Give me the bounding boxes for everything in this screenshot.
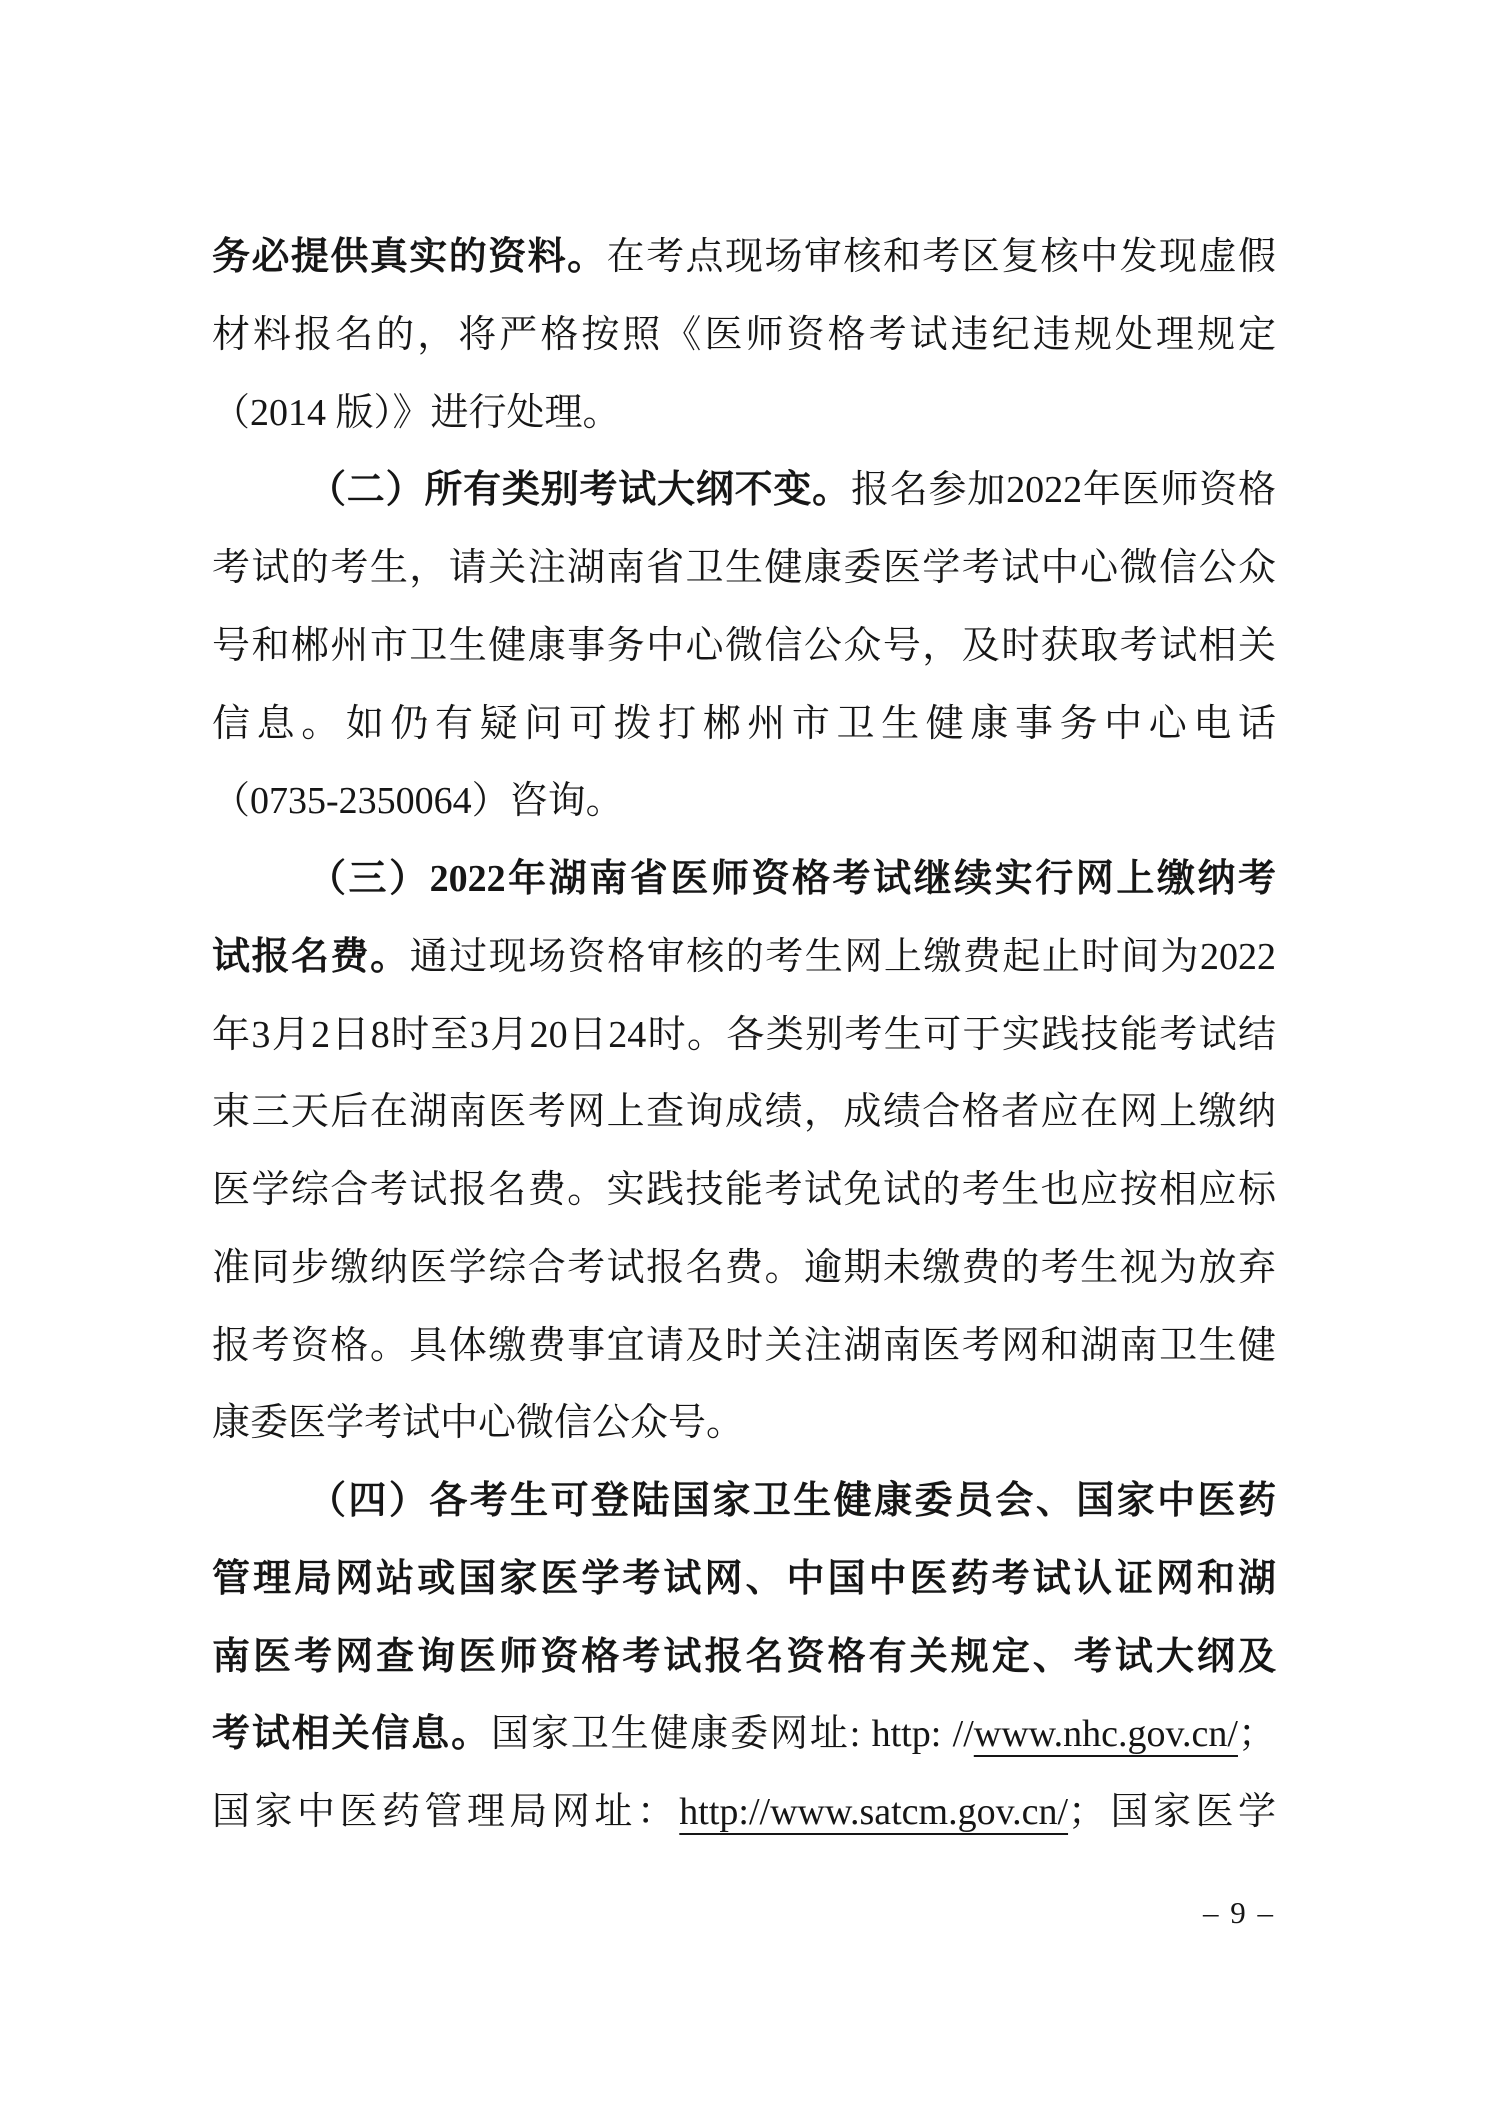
text-line bbox=[212, 1774, 1276, 1852]
text-line bbox=[212, 530, 1276, 608]
text-line bbox=[212, 608, 1276, 686]
text-segment: ； bbox=[1237, 1713, 1276, 1756]
page-number: – 9 – bbox=[1203, 1895, 1275, 1930]
bold-text-segment: （二）所有类别考试大纲不变。 bbox=[308, 469, 851, 512]
text-segment: 报名参加2022年医师资格 bbox=[850, 469, 1276, 512]
text-segment: 医学综合考试报名费。实践技能考试免试的考生也应按相应标 bbox=[212, 1169, 1276, 1211]
text-line bbox=[212, 1385, 1276, 1463]
nhc-link[interactable]: www.nhc.gov.cn/ bbox=[973, 1713, 1238, 1756]
text-segment: 通过现场资格审核的考生网上缴费起止时间为2022 bbox=[409, 935, 1276, 978]
text-segment: 号和郴州市卫生健康事务中心微信公众号，及时获取考试相关 bbox=[212, 624, 1276, 667]
text-segment: 束三天后在湖南医考网上查询成绩，成绩合格者应在网上缴纳 bbox=[212, 1091, 1276, 1134]
satcm-link[interactable]: http://www.satcm.gov.cn/ bbox=[679, 1791, 1069, 1833]
text-line bbox=[212, 763, 1276, 841]
text-line bbox=[212, 1230, 1276, 1308]
paragraph-item-2 bbox=[212, 452, 1276, 841]
text-line bbox=[212, 1074, 1276, 1152]
text-line bbox=[212, 219, 1276, 297]
text-line bbox=[212, 919, 1276, 997]
paragraph-item-4 bbox=[212, 1463, 1276, 1852]
bold-text-segment: 管理局网站或国家医学考试网、中国中医药考试认证网和湖 bbox=[212, 1557, 1276, 1600]
text-segment: 年3月2日8时至3月20日24时。各类别考生可于实践技能考试结 bbox=[212, 1013, 1276, 1056]
document-body bbox=[212, 219, 1276, 1852]
text-segment: 考试的考生，请关注湖南省卫生健康委医学考试中心微信公众 bbox=[212, 547, 1276, 589]
text-segment: （2014 版）》进行处理。 bbox=[212, 391, 621, 434]
text-segment: （0735-2350064）咨询。 bbox=[212, 780, 624, 823]
paragraph-continuation bbox=[212, 219, 1276, 452]
text-line bbox=[212, 1696, 1276, 1774]
text-line bbox=[212, 297, 1276, 375]
text-segment: 康委医学考试中心微信公众号。 bbox=[212, 1402, 745, 1445]
bold-text-segment: 试报名费。 bbox=[212, 935, 410, 978]
bold-text-segment: 考试相关信息。 bbox=[212, 1713, 491, 1756]
text-line bbox=[212, 1308, 1276, 1386]
bold-text-segment: （三）2022年湖南省医师资格考试继续实行网上缴纳考 bbox=[308, 858, 1276, 900]
text-segment: 国家中医药管理局网址： bbox=[212, 1791, 680, 1833]
text-segment: 在考点现场审核和考区复核中发现虚假 bbox=[606, 236, 1276, 278]
text-line bbox=[212, 686, 1276, 764]
text-segment: 准同步缴纳医学综合考试报名费。逾期未缴费的考生视为放弃 bbox=[212, 1246, 1276, 1289]
text-segment: 信息。如仍有疑问可拨打郴州市卫生健康事务中心电话 bbox=[212, 702, 1276, 745]
text-line bbox=[212, 452, 1276, 530]
text-segment: 国家卫生健康委网址: http: // bbox=[491, 1713, 974, 1756]
text-segment: 材料报名的，将严格按照《医师资格考试违纪违规处理规定 bbox=[212, 313, 1276, 356]
text-segment: 报考资格。具体缴费事宜请及时关注湖南医考网和湖南卫生健 bbox=[212, 1324, 1276, 1367]
paragraph-item-3 bbox=[212, 841, 1276, 1463]
bold-text-segment: 务必提供真实的资料。 bbox=[212, 236, 607, 278]
text-line bbox=[212, 997, 1276, 1075]
text-line bbox=[212, 1463, 1276, 1541]
bold-text-segment: （四）各考生可登陆国家卫生健康委员会、国家中医药 bbox=[308, 1480, 1276, 1522]
text-line bbox=[212, 1541, 1276, 1619]
bold-text-segment: 南医考网查询医师资格考试报名资格有关规定、考试大纲及 bbox=[212, 1635, 1276, 1678]
text-line bbox=[212, 375, 1276, 453]
text-line bbox=[212, 1152, 1276, 1230]
text-line bbox=[212, 841, 1276, 919]
text-line bbox=[212, 1619, 1276, 1697]
text-segment: ；国家医学 bbox=[1068, 1791, 1276, 1833]
